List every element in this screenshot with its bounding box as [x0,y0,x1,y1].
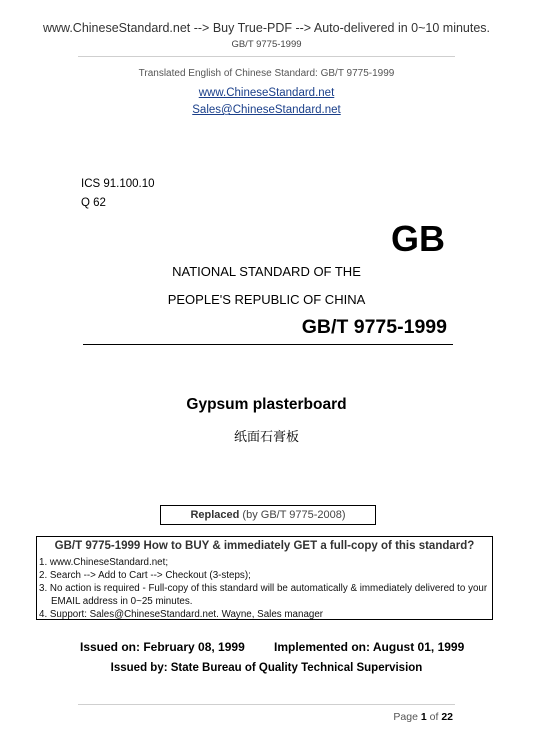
email-link-container [0,100,533,118]
page-total: 22 [441,711,453,723]
q-code: Q 62 [81,197,106,209]
issued-on-date: Issued on: February 08, 1999 [80,640,245,654]
page-of: of [429,711,439,723]
gb-mark: GB [391,218,445,259]
replaced-box [160,505,376,525]
buy-heading: GB/T 9775-1999 How to BUY & immediately GET a full-copy of this standard? [54,540,475,552]
implemented-on-date: Implemented on: August 01, 1999 [274,640,465,654]
replaced-detail: (by GB/T 9775-2008) [242,509,346,521]
page-label: Page [393,711,418,723]
header-doc-code: GB/T 9775-1999 [231,39,302,50]
title-english: Gypsum plasterboard [186,396,347,413]
email-link[interactable]: Sales@ChineseStandard.net [192,104,341,116]
translation-note: Translated English of Chinese Standard: GB/T 9775-1999 [138,68,395,79]
website-link-container [0,83,533,101]
buy-step: 3. No action is required - Full-copy of this standard will be automatically & immediately delivered to your EMAIL address in 0~25 minutes. [39,583,488,607]
buy-step: 2. Search --> Add to Cart --> Checkout (3-steps); [39,570,251,581]
header-divider [78,56,455,57]
page-current: 1 [420,711,427,723]
title-chinese: 纸面石膏板 [233,430,299,445]
buy-steps-list [39,556,491,621]
website-link[interactable]: www.ChineseStandard.net [198,87,335,99]
buy-instructions-box [36,536,493,620]
buy-step: 4. Support: Sales@ChineseStandard.net. Wayne, Sales manager [39,609,324,620]
ics-code: ICS 91.100.10 [81,178,155,190]
title-divider [83,344,453,345]
issued-by: Issued by: State Bureau of Quality Technical Supervision [110,662,423,674]
buy-step: 1. www.ChineseStandard.net; [39,557,169,568]
replaced-label: Replaced [190,509,240,521]
page-indicator [393,711,453,723]
national-standard-line2: PEOPLE'S REPUBLIC OF CHINA [167,292,366,307]
national-standard-line1: NATIONAL STANDARD OF THE [172,264,361,279]
footer-divider [78,704,455,705]
top-banner: www.ChineseStandard.net --> Buy True-PDF --> Auto-delivered in 0~10 minutes. [42,21,491,35]
standard-number: GB/T 9775-1999 [301,316,447,338]
